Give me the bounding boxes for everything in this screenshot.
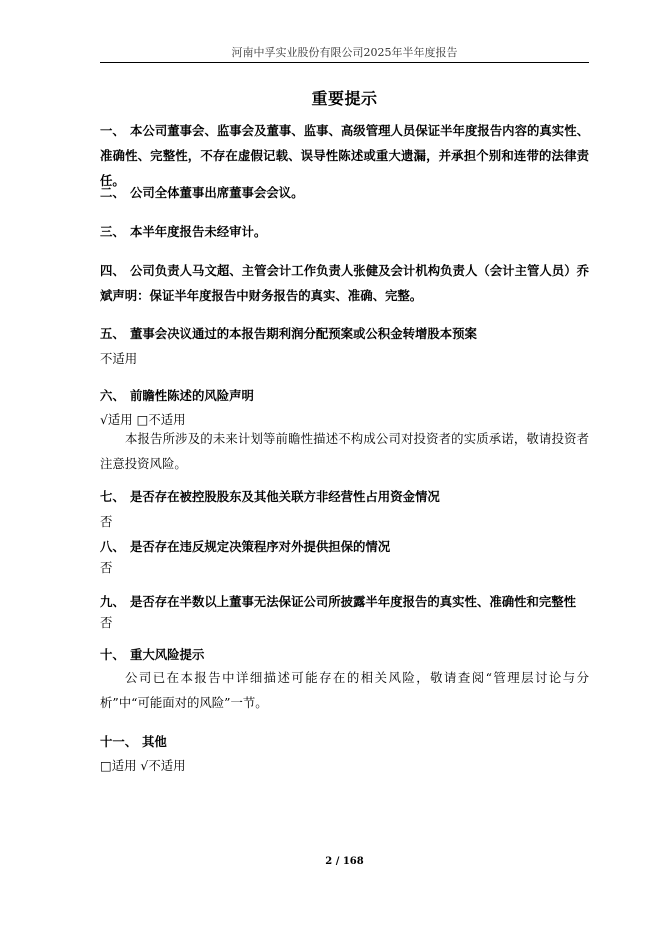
section-number: 十、 — [100, 647, 125, 662]
section-10-body: 公司已在本报告中详细描述可能存在的相关风险，敬请查阅“管理层讨论与分析”中“可能面对的风险”一节。 — [100, 670, 589, 710]
item-number: 二、 — [100, 185, 125, 200]
section-7-heading — [100, 484, 589, 509]
item-number: 四、 — [100, 263, 125, 278]
section-6-body: 本报告所涉及的未来计划等前瞻性描述不构成公司对投资者的实质承诺，敬请投资者注意投资风险。 — [100, 431, 589, 471]
notice-item-2 — [100, 180, 589, 205]
item-text: 本公司董事会、监事会及董事、监事、高级管理人员保证半年度报告内容的真实性、准确性、完整性，不存在虚假记载、误导性陈述或重大遗漏，并承担个别和连带的法律责任。 — [100, 123, 589, 188]
section-number: 五、 — [100, 326, 125, 341]
section-7-body: 否 — [100, 514, 113, 529]
section-heading-text: 是否存在半数以上董事无法保证公司所披露半年度报告的真实性、准确性和完整性 — [130, 594, 577, 609]
section-number: 九、 — [100, 594, 125, 609]
item-number: 一、 — [100, 123, 125, 138]
section-heading-text: 前瞻性陈述的风险声明 — [130, 388, 254, 403]
section-number: 八、 — [100, 539, 125, 554]
item-text: 本半年度报告未经审计。 — [130, 224, 267, 239]
section-5-body: 不适用 — [100, 351, 138, 366]
section-number: 七、 — [100, 489, 125, 504]
item-text: 公司负责人马文超、主管会计工作负责人张健及会计机构负责人（会计主管人员）乔斌声明：保证半年度报告中财务报告的真实、准确、完整。 — [100, 263, 589, 303]
page-number: 2 / 168 — [325, 856, 364, 867]
item-text: 公司全体董事出席董事会会议。 — [130, 185, 304, 200]
section-11-heading — [100, 729, 589, 754]
section-heading-text: 董事会决议通过的本报告期利润分配预案或公积金转增股本预案 — [130, 326, 477, 341]
section-heading-text: 是否存在违反规定决策程序对外提供担保的情况 — [130, 539, 391, 554]
section-9-body: 否 — [100, 615, 113, 630]
section-heading-text: 是否存在被控股股东及其他关联方非经营性占用资金情况 — [130, 489, 440, 504]
section-8-body: 否 — [100, 560, 113, 575]
section-heading-text: 其他 — [142, 734, 167, 749]
notice-item-4 — [100, 258, 589, 308]
running-header: 河南中孚实业股份有限公司2025年半年度报告 — [231, 46, 458, 59]
section-number: 十一、 — [100, 734, 138, 749]
section-6-checkbox: √适用 □不适用 — [100, 412, 186, 427]
section-6-heading — [100, 383, 589, 408]
section-number: 六、 — [100, 388, 125, 403]
section-heading-text: 重大风险提示 — [130, 647, 205, 662]
item-number: 三、 — [100, 224, 125, 239]
section-5-heading — [100, 321, 589, 346]
notice-item-3 — [100, 219, 589, 244]
section-11-checkbox: □适用 √不适用 — [100, 758, 186, 773]
section-10-heading — [100, 642, 589, 667]
page-title: 重要提示 — [311, 89, 378, 108]
header-rule — [100, 62, 589, 63]
